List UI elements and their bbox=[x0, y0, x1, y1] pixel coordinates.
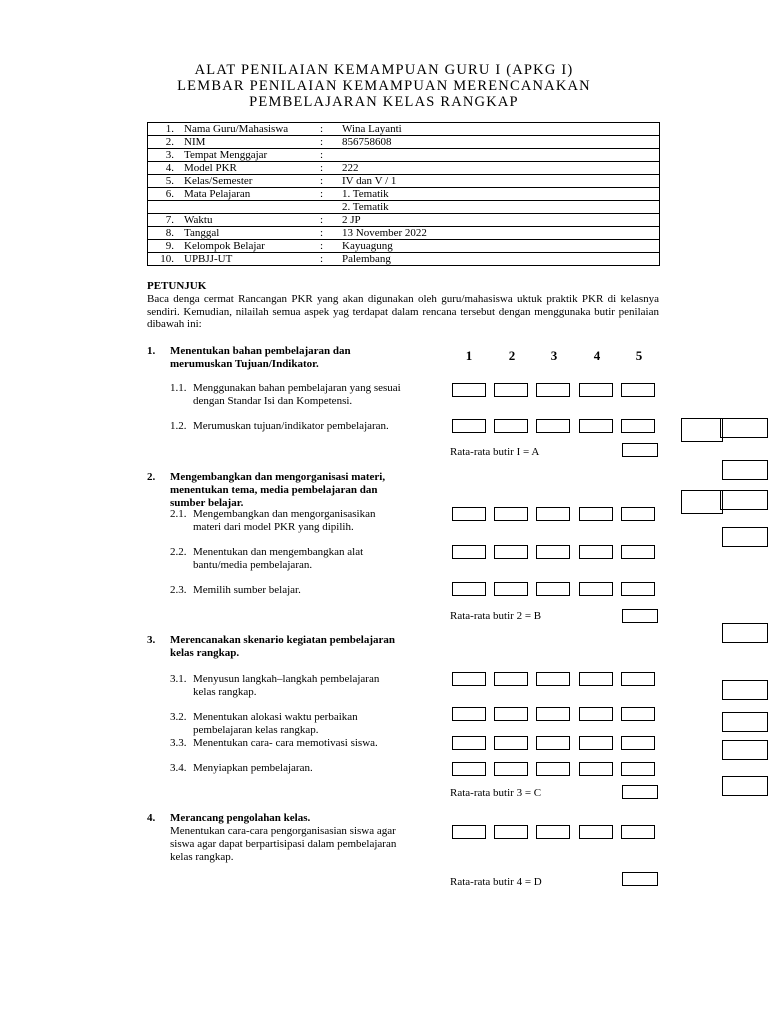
item-3-3-score-box-1[interactable] bbox=[452, 736, 486, 750]
item-2-1-score-box-5[interactable] bbox=[621, 507, 655, 521]
identity-value: 2 JP bbox=[338, 214, 660, 227]
identity-number: 1. bbox=[148, 123, 181, 136]
item-1-1-score-box-2[interactable] bbox=[494, 383, 528, 397]
identity-label: NIM bbox=[180, 136, 320, 149]
side-box-3b[interactable] bbox=[720, 490, 768, 510]
item-3-2-score-box-2[interactable] bbox=[494, 707, 528, 721]
section-4-score-box-1[interactable] bbox=[452, 825, 486, 839]
identity-number: 6. bbox=[148, 188, 181, 201]
item-2-3-score-box-5[interactable] bbox=[621, 582, 655, 596]
section-3-average-label: Rata-rata butir 3 = C bbox=[450, 787, 542, 799]
section-3-title-l2: kelas rangkap. bbox=[170, 647, 240, 659]
item-3-4-score-box-3[interactable] bbox=[536, 762, 570, 776]
identity-row bbox=[148, 175, 660, 188]
identity-label: Waktu bbox=[180, 214, 320, 227]
item-3-2-text-l2: pembelajaran kelas rangkap. bbox=[193, 724, 319, 736]
section-4-score-box-5[interactable] bbox=[621, 825, 655, 839]
item-1-1-score-box-3[interactable] bbox=[536, 383, 570, 397]
section-2-average-box[interactable] bbox=[622, 609, 658, 623]
item-2-3-score-box-1[interactable] bbox=[452, 582, 486, 596]
identity-value: 2. Tematik bbox=[338, 201, 660, 214]
identity-colon: : bbox=[320, 227, 338, 240]
identity-number: 4. bbox=[148, 162, 181, 175]
item-2-2-score-box-4[interactable] bbox=[579, 545, 613, 559]
item-3-2-score-box-1[interactable] bbox=[452, 707, 486, 721]
scale-2: 2 bbox=[508, 348, 516, 363]
identity-colon: : bbox=[320, 162, 338, 175]
item-2-1-text-l1: Mengembangkan dan mengorganisasikan bbox=[193, 508, 376, 520]
item-2-2-score-box-3[interactable] bbox=[536, 545, 570, 559]
identity-value: 856758608 bbox=[338, 136, 660, 149]
section-1-title-l1: Menentukan bahan pembelajaran dan bbox=[170, 345, 351, 357]
item-3-1-number: 3.1. bbox=[170, 673, 187, 685]
side-box-4[interactable] bbox=[722, 527, 768, 547]
identity-colon: : bbox=[320, 253, 338, 266]
identity-row bbox=[148, 227, 660, 240]
side-box-3a[interactable] bbox=[681, 490, 723, 514]
identity-label: Mata Pelajaran bbox=[180, 188, 320, 201]
item-1-2-score-box-4[interactable] bbox=[579, 419, 613, 433]
side-box-5[interactable] bbox=[722, 623, 768, 643]
item-2-3-score-box-3[interactable] bbox=[536, 582, 570, 596]
item-2-3-text: Memilih sumber belajar. bbox=[193, 584, 301, 596]
identity-number bbox=[148, 201, 181, 214]
item-2-1-score-box-3[interactable] bbox=[536, 507, 570, 521]
section-4-score-box-4[interactable] bbox=[579, 825, 613, 839]
item-3-1-score-box-4[interactable] bbox=[579, 672, 613, 686]
item-2-3-score-box-2[interactable] bbox=[494, 582, 528, 596]
section-1-average-box[interactable] bbox=[622, 443, 658, 457]
item-1-1-score-box-4[interactable] bbox=[579, 383, 613, 397]
title-line-1: ALAT PENILAIAN KEMAMPUAN GURU I (APKG I) bbox=[194, 62, 574, 78]
section-3-number: 3. bbox=[147, 634, 156, 646]
item-2-1-text-l2: materi dari model PKR yang dipilih. bbox=[193, 521, 354, 533]
section-4-desc-l1: Menentukan cara-cara pengorganisasian siswa agar bbox=[170, 825, 396, 837]
identity-colon: : bbox=[320, 123, 338, 136]
item-3-2-text-l1: Menentukan alokasi waktu perbaikan bbox=[193, 711, 358, 723]
section-1-average-label: Rata-rata butir I = A bbox=[450, 446, 540, 458]
identity-row bbox=[148, 162, 660, 175]
side-box-2[interactable] bbox=[722, 460, 768, 480]
item-1-2-score-box-1[interactable] bbox=[452, 419, 486, 433]
identity-number: 9. bbox=[148, 240, 181, 253]
identity-row bbox=[148, 240, 660, 253]
item-3-4-score-box-5[interactable] bbox=[621, 762, 655, 776]
identity-colon: : bbox=[320, 136, 338, 149]
identity-value: Palembang bbox=[338, 253, 660, 266]
section-2-title-l1: Mengembangkan dan mengorganisasi materi, bbox=[170, 471, 386, 483]
identity-label: Kelompok Belajar bbox=[180, 240, 320, 253]
side-box-8[interactable] bbox=[722, 740, 768, 760]
identity-value: 1. Tematik bbox=[338, 188, 660, 201]
item-2-1-score-box-4[interactable] bbox=[579, 507, 613, 521]
identity-row bbox=[148, 253, 660, 266]
side-box-9[interactable] bbox=[722, 776, 768, 796]
identity-number: 2. bbox=[148, 136, 181, 149]
identity-number: 10. bbox=[148, 253, 181, 266]
side-box-6[interactable] bbox=[722, 680, 768, 700]
item-2-1-score-box-2[interactable] bbox=[494, 507, 528, 521]
item-3-1-text-l1: Menyusun langkah–langkah pembelajaran bbox=[193, 673, 380, 685]
identity-number: 3. bbox=[148, 149, 181, 162]
scale-1: 1 bbox=[465, 348, 473, 363]
item-1-1-text-l2: dengan Standar Isi dan Kompetensi. bbox=[193, 395, 353, 407]
section-2-number: 2. bbox=[147, 471, 156, 483]
item-2-2-text-l1: Menentukan dan mengembangkan alat bbox=[193, 546, 364, 558]
identity-colon: : bbox=[320, 188, 338, 201]
item-2-3-number: 2.3. bbox=[170, 584, 187, 596]
scale-4: 4 bbox=[593, 348, 601, 363]
identity-colon: : bbox=[320, 175, 338, 188]
item-2-2-number: 2.2. bbox=[170, 546, 187, 558]
identity-value: 222 bbox=[338, 162, 660, 175]
identity-value: IV dan V / 1 bbox=[338, 175, 660, 188]
item-2-3-score-box-4[interactable] bbox=[579, 582, 613, 596]
section-4-desc-l3: kelas rangkap. bbox=[170, 851, 234, 863]
title-line-3: PEMBELAJARAN KELAS RANGKAP bbox=[249, 94, 519, 110]
identity-row bbox=[148, 188, 660, 201]
identity-value: 13 November 2022 bbox=[338, 227, 660, 240]
identity-colon: : bbox=[320, 214, 338, 227]
section-4-average-label: Rata-rata butir 4 = D bbox=[450, 876, 542, 888]
identity-label: Model PKR bbox=[180, 162, 320, 175]
item-2-2-text-l2: bantu/media pembelajaran. bbox=[193, 559, 313, 571]
identity-colon bbox=[320, 201, 338, 214]
item-1-1-text-l1: Menggunakan bahan pembelajaran yang sesuai bbox=[193, 382, 401, 394]
item-1-1-score-box-1[interactable] bbox=[452, 383, 486, 397]
item-2-2-score-box-5[interactable] bbox=[621, 545, 655, 559]
identity-label: Kelas/Semester bbox=[180, 175, 320, 188]
identity-value: Wina Layanti bbox=[338, 123, 660, 136]
item-3-4-text: Menyiapkan pembelajaran. bbox=[193, 762, 313, 774]
item-1-2-score-box-5[interactable] bbox=[621, 419, 655, 433]
identity-row bbox=[148, 123, 660, 136]
section-4-number: 4. bbox=[147, 812, 156, 824]
identity-label: UPBJJ-UT bbox=[180, 253, 320, 266]
item-1-2-number: 1.2. bbox=[170, 420, 187, 432]
item-3-3-score-box-2[interactable] bbox=[494, 736, 528, 750]
section-2-title-l3: sumber belajar. bbox=[170, 497, 244, 509]
item-3-2-score-box-3[interactable] bbox=[536, 707, 570, 721]
side-box-7[interactable] bbox=[722, 712, 768, 732]
item-1-2-score-box-2[interactable] bbox=[494, 419, 528, 433]
identity-number: 7. bbox=[148, 214, 181, 227]
section-4-average-box[interactable] bbox=[622, 872, 658, 886]
identity-row bbox=[148, 214, 660, 227]
petunjuk-text: Baca denga cermat Rancangan PKR yang akan digunakan oleh guru/mahasiswa uktuk praktik PKR di kelasnya sendiri. Kemudian, nilailah semua aspek yag terdapat dalam rencana tersebut dengan menggunaka butir penilaian dibawah ini: bbox=[147, 293, 659, 330]
identity-colon: : bbox=[320, 149, 338, 162]
item-3-4-score-box-1[interactable] bbox=[452, 762, 486, 776]
item-3-3-score-box-4[interactable] bbox=[579, 736, 613, 750]
identity-label: Tempat Menggajar bbox=[180, 149, 320, 162]
item-1-2-text: Merumuskan tujuan/indikator pembelajaran. bbox=[193, 420, 389, 432]
scale-3: 3 bbox=[550, 348, 558, 363]
item-3-4-number: 3.4. bbox=[170, 762, 187, 774]
title-line-2: LEMBAR PENILAIAN KEMAMPUAN MERENCANAKAN bbox=[177, 78, 591, 94]
item-3-3-score-box-3[interactable] bbox=[536, 736, 570, 750]
section-4-score-box-2[interactable] bbox=[494, 825, 528, 839]
section-1-number: 1. bbox=[147, 345, 156, 357]
item-3-3-text: Menentukan cara- cara memotivasi siswa. bbox=[193, 737, 378, 749]
item-3-1-score-box-3[interactable] bbox=[536, 672, 570, 686]
item-2-2-score-box-1[interactable] bbox=[452, 545, 486, 559]
identity-label: Nama Guru/Mahasiswa bbox=[180, 123, 320, 136]
item-2-1-number: 2.1. bbox=[170, 508, 187, 520]
identity-number: 5. bbox=[148, 175, 181, 188]
identity-row bbox=[148, 136, 660, 149]
item-3-2-score-box-5[interactable] bbox=[621, 707, 655, 721]
scale-5: 5 bbox=[635, 348, 643, 363]
item-3-3-score-box-5[interactable] bbox=[621, 736, 655, 750]
identity-table bbox=[147, 122, 660, 266]
item-1-1-number: 1.1. bbox=[170, 382, 187, 394]
identity-number: 8. bbox=[148, 227, 181, 240]
item-3-1-score-box-1[interactable] bbox=[452, 672, 486, 686]
item-2-1-score-box-1[interactable] bbox=[452, 507, 486, 521]
identity-row bbox=[148, 149, 660, 162]
item-3-4-score-box-2[interactable] bbox=[494, 762, 528, 776]
section-4-score-box-3[interactable] bbox=[536, 825, 570, 839]
identity-label: Tanggal bbox=[180, 227, 320, 240]
item-3-4-score-box-4[interactable] bbox=[579, 762, 613, 776]
section-4-desc-l2: siswa agar dapat berpartisipasi dalam pembelajaran bbox=[170, 838, 397, 850]
identity-value: Kayuagung bbox=[338, 240, 660, 253]
identity-colon: : bbox=[320, 240, 338, 253]
item-3-2-number: 3.2. bbox=[170, 711, 187, 723]
item-3-3-number: 3.3. bbox=[170, 737, 187, 749]
item-2-2-score-box-2[interactable] bbox=[494, 545, 528, 559]
identity-label bbox=[180, 201, 320, 214]
section-2-average-label: Rata-rata butir 2 = B bbox=[450, 610, 542, 622]
section-4-title: Merancang pengolahan kelas. bbox=[170, 812, 311, 824]
identity-row bbox=[148, 201, 660, 214]
petunjuk-heading: PETUNJUK bbox=[147, 280, 207, 292]
item-3-2-score-box-4[interactable] bbox=[579, 707, 613, 721]
item-3-1-score-box-5[interactable] bbox=[621, 672, 655, 686]
item-3-1-text-l2: kelas rangkap. bbox=[193, 686, 257, 698]
section-1-title-l2: merumuskan Tujuan/Indikator. bbox=[170, 358, 319, 370]
section-3-average-box[interactable] bbox=[622, 785, 658, 799]
section-2-title-l2: menentukan tema, media pembelajaran dan bbox=[170, 484, 378, 496]
item-1-2-score-box-3[interactable] bbox=[536, 419, 570, 433]
side-box-1a[interactable] bbox=[681, 418, 723, 442]
item-3-1-score-box-2[interactable] bbox=[494, 672, 528, 686]
item-1-1-score-box-5[interactable] bbox=[621, 383, 655, 397]
side-box-1b[interactable] bbox=[720, 418, 768, 438]
identity-value bbox=[338, 149, 660, 162]
section-3-title-l1: Merencanakan skenario kegiatan pembelajaran bbox=[170, 634, 395, 646]
